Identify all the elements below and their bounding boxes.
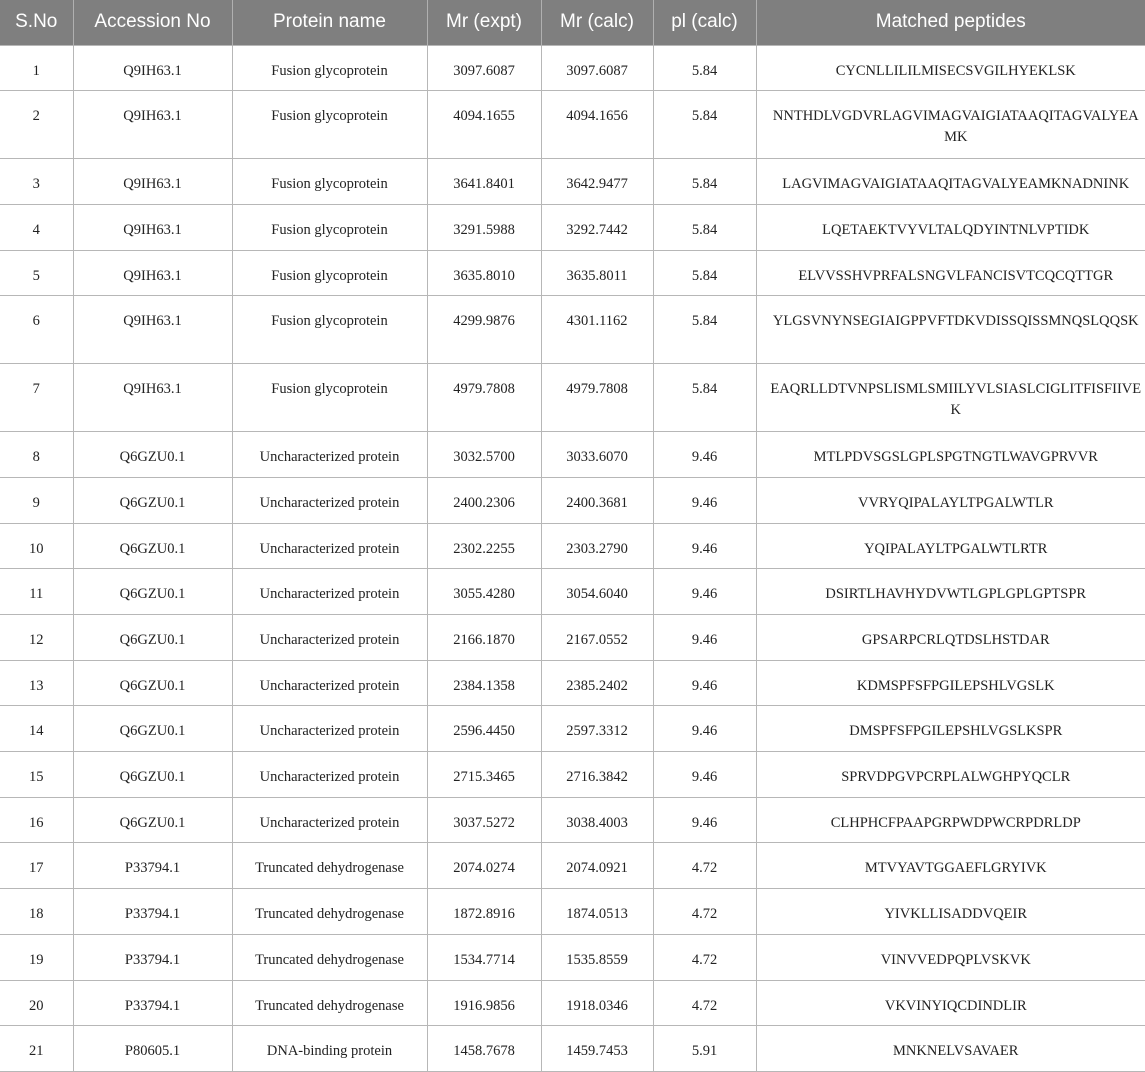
table-row xyxy=(0,250,1145,296)
cell-sno: 1 xyxy=(0,45,73,91)
column-header-sno: S.No xyxy=(0,0,73,45)
column-header-protein-name: Protein name xyxy=(232,0,427,45)
table-row xyxy=(0,523,1145,569)
cell-matched-peptide: YIVKLLISADDVQEIR xyxy=(756,889,1145,935)
cell-sno: 6 xyxy=(0,296,73,364)
cell-pl-calc: 9.46 xyxy=(653,569,756,615)
cell-matched-peptide: GPSARPCRLQTDSLHSTDAR xyxy=(756,615,1145,661)
cell-matched-peptide: NNTHDLVGDVRLAGVIMAGVAIGIATAAQITAGVALYEAMK xyxy=(756,91,1145,159)
cell-sno: 13 xyxy=(0,660,73,706)
cell-protein-name: DNA-binding protein xyxy=(232,1026,427,1072)
cell-mr-expt: 2715.3465 xyxy=(427,752,541,798)
cell-matched-peptide: SPRVDPGVPCRPLALWGHPYQCLR xyxy=(756,752,1145,798)
cell-sno: 8 xyxy=(0,432,73,478)
cell-mr-calc: 3642.9477 xyxy=(541,159,653,205)
column-header-mr-expt: Mr (expt) xyxy=(427,0,541,45)
cell-protein-name: Uncharacterized protein xyxy=(232,706,427,752)
cell-protein-name: Uncharacterized protein xyxy=(232,523,427,569)
cell-accession: Q9IH63.1 xyxy=(73,250,232,296)
cell-pl-calc: 4.72 xyxy=(653,843,756,889)
cell-sno: 4 xyxy=(0,204,73,250)
cell-pl-calc: 5.84 xyxy=(653,204,756,250)
cell-mr-calc: 3635.8011 xyxy=(541,250,653,296)
cell-mr-calc: 1874.0513 xyxy=(541,889,653,935)
cell-accession: Q9IH63.1 xyxy=(73,159,232,205)
cell-mr-expt: 1458.7678 xyxy=(427,1026,541,1072)
cell-accession: Q6GZU0.1 xyxy=(73,797,232,843)
cell-mr-calc: 1535.8559 xyxy=(541,934,653,980)
cell-protein-name: Truncated dehydrogenase xyxy=(232,843,427,889)
cell-mr-calc: 1459.7453 xyxy=(541,1026,653,1072)
header-row xyxy=(0,0,1145,45)
cell-sno: 2 xyxy=(0,91,73,159)
cell-sno: 18 xyxy=(0,889,73,935)
cell-sno: 16 xyxy=(0,797,73,843)
cell-mr-expt: 3032.5700 xyxy=(427,432,541,478)
cell-matched-peptide: VVRYQIPALAYLTPGALWTLR xyxy=(756,477,1145,523)
cell-pl-calc: 4.72 xyxy=(653,889,756,935)
cell-accession: P80605.1 xyxy=(73,1026,232,1072)
cell-matched-peptide: LQETAEKTVYVLTALQDYINTNLVPTIDK xyxy=(756,204,1145,250)
cell-accession: Q6GZU0.1 xyxy=(73,523,232,569)
table-row xyxy=(0,706,1145,752)
cell-mr-expt: 3291.5988 xyxy=(427,204,541,250)
cell-sno: 11 xyxy=(0,569,73,615)
cell-protein-name: Fusion glycoprotein xyxy=(232,296,427,364)
cell-pl-calc: 9.46 xyxy=(653,752,756,798)
cell-accession: Q6GZU0.1 xyxy=(73,752,232,798)
cell-mr-expt: 2596.4450 xyxy=(427,706,541,752)
cell-mr-expt: 2302.2255 xyxy=(427,523,541,569)
cell-matched-peptide: CLHPHCFPAAPGRPWDPWCRPDRLDP xyxy=(756,797,1145,843)
cell-pl-calc: 9.46 xyxy=(653,706,756,752)
cell-mr-calc: 3054.6040 xyxy=(541,569,653,615)
cell-accession: Q9IH63.1 xyxy=(73,204,232,250)
cell-protein-name: Fusion glycoprotein xyxy=(232,364,427,432)
cell-matched-peptide: YQIPALAYLTPGALWTLRTR xyxy=(756,523,1145,569)
cell-accession: P33794.1 xyxy=(73,889,232,935)
cell-protein-name: Uncharacterized protein xyxy=(232,569,427,615)
cell-accession: Q9IH63.1 xyxy=(73,296,232,364)
cell-sno: 9 xyxy=(0,477,73,523)
cell-pl-calc: 5.91 xyxy=(653,1026,756,1072)
cell-sno: 17 xyxy=(0,843,73,889)
cell-pl-calc: 4.72 xyxy=(653,980,756,1026)
cell-protein-name: Fusion glycoprotein xyxy=(232,250,427,296)
column-header-matched-peptides: Matched peptides xyxy=(756,0,1145,45)
cell-accession: Q6GZU0.1 xyxy=(73,706,232,752)
cell-mr-expt: 4094.1655 xyxy=(427,91,541,159)
column-header-mr-calc: Mr (calc) xyxy=(541,0,653,45)
cell-mr-expt: 4979.7808 xyxy=(427,364,541,432)
cell-protein-name: Uncharacterized protein xyxy=(232,660,427,706)
cell-matched-peptide: KDMSPFSFPGILEPSHLVGSLK xyxy=(756,660,1145,706)
cell-pl-calc: 9.46 xyxy=(653,432,756,478)
cell-pl-calc: 5.84 xyxy=(653,91,756,159)
cell-mr-calc: 1918.0346 xyxy=(541,980,653,1026)
cell-sno: 5 xyxy=(0,250,73,296)
cell-pl-calc: 5.84 xyxy=(653,364,756,432)
cell-accession: P33794.1 xyxy=(73,980,232,1026)
cell-protein-name: Fusion glycoprotein xyxy=(232,159,427,205)
cell-matched-peptide: MNKNELVSAVAER xyxy=(756,1026,1145,1072)
table-row xyxy=(0,843,1145,889)
table-row xyxy=(0,797,1145,843)
cell-accession: Q6GZU0.1 xyxy=(73,615,232,661)
cell-pl-calc: 5.84 xyxy=(653,250,756,296)
table-row xyxy=(0,1026,1145,1072)
cell-mr-expt: 3037.5272 xyxy=(427,797,541,843)
cell-matched-peptide: DMSPFSFPGILEPSHLVGSLKSPR xyxy=(756,706,1145,752)
cell-accession: Q9IH63.1 xyxy=(73,45,232,91)
table-row xyxy=(0,204,1145,250)
cell-pl-calc: 4.72 xyxy=(653,934,756,980)
cell-matched-peptide: YLGSVNYNSEGIAIGPPVFTDKVDISSQISSMNQSLQQSK xyxy=(756,296,1145,364)
cell-mr-calc: 3033.6070 xyxy=(541,432,653,478)
cell-mr-expt: 3641.8401 xyxy=(427,159,541,205)
table-row xyxy=(0,569,1145,615)
table-row xyxy=(0,752,1145,798)
table-body xyxy=(0,45,1145,1071)
cell-matched-peptide: VKVINYIQCDINDLIR xyxy=(756,980,1145,1026)
cell-accession: Q6GZU0.1 xyxy=(73,660,232,706)
cell-sno: 3 xyxy=(0,159,73,205)
cell-protein-name: Uncharacterized protein xyxy=(232,615,427,661)
cell-protein-name: Uncharacterized protein xyxy=(232,752,427,798)
cell-mr-calc: 2303.2790 xyxy=(541,523,653,569)
cell-mr-expt: 3097.6087 xyxy=(427,45,541,91)
cell-mr-calc: 2400.3681 xyxy=(541,477,653,523)
column-header-accession: Accession No xyxy=(73,0,232,45)
cell-pl-calc: 9.46 xyxy=(653,615,756,661)
cell-accession: Q6GZU0.1 xyxy=(73,569,232,615)
table-row xyxy=(0,660,1145,706)
table-row xyxy=(0,477,1145,523)
cell-matched-peptide: MTVYAVTGGAEFLGRYIVK xyxy=(756,843,1145,889)
table-row xyxy=(0,159,1145,205)
cell-accession: Q6GZU0.1 xyxy=(73,477,232,523)
cell-pl-calc: 9.46 xyxy=(653,660,756,706)
table-row xyxy=(0,615,1145,661)
cell-protein-name: Fusion glycoprotein xyxy=(232,204,427,250)
cell-mr-expt: 2384.1358 xyxy=(427,660,541,706)
cell-pl-calc: 9.46 xyxy=(653,797,756,843)
cell-matched-peptide: DSIRTLHAVHYDVWTLGPLGPLGPTSPR xyxy=(756,569,1145,615)
cell-mr-expt: 3055.4280 xyxy=(427,569,541,615)
cell-mr-calc: 3292.7442 xyxy=(541,204,653,250)
cell-mr-calc: 2074.0921 xyxy=(541,843,653,889)
table-row xyxy=(0,889,1145,935)
cell-matched-peptide: VINVVEDPQPLVSKVK xyxy=(756,934,1145,980)
cell-accession: Q6GZU0.1 xyxy=(73,432,232,478)
cell-mr-calc: 2716.3842 xyxy=(541,752,653,798)
cell-mr-calc: 4094.1656 xyxy=(541,91,653,159)
cell-matched-peptide: CYCNLLILILMISECSVGILHYEKLSK xyxy=(756,45,1145,91)
cell-mr-expt: 2400.2306 xyxy=(427,477,541,523)
cell-protein-name: Uncharacterized protein xyxy=(232,797,427,843)
cell-sno: 15 xyxy=(0,752,73,798)
cell-mr-expt: 4299.9876 xyxy=(427,296,541,364)
cell-sno: 21 xyxy=(0,1026,73,1072)
cell-protein-name: Fusion glycoprotein xyxy=(232,45,427,91)
cell-accession: Q9IH63.1 xyxy=(73,364,232,432)
cell-matched-peptide: MTLPDVSGSLGPLSPGTNGTLWAVGPRVVR xyxy=(756,432,1145,478)
cell-matched-peptide: ELVVSSHVPRFALSNGVLFANCISVTCQCQTTGR xyxy=(756,250,1145,296)
cell-mr-expt: 3635.8010 xyxy=(427,250,541,296)
cell-mr-expt: 2166.1870 xyxy=(427,615,541,661)
cell-protein-name: Truncated dehydrogenase xyxy=(232,934,427,980)
cell-protein-name: Truncated dehydrogenase xyxy=(232,980,427,1026)
table-row xyxy=(0,91,1145,159)
cell-pl-calc: 9.46 xyxy=(653,523,756,569)
cell-accession: P33794.1 xyxy=(73,843,232,889)
cell-mr-expt: 2074.0274 xyxy=(427,843,541,889)
cell-pl-calc: 5.84 xyxy=(653,45,756,91)
cell-mr-expt: 1534.7714 xyxy=(427,934,541,980)
cell-matched-peptide: LAGVIMAGVAIGIATAAQITAGVALYEAMKNADNINK xyxy=(756,159,1145,205)
cell-mr-calc: 4301.1162 xyxy=(541,296,653,364)
cell-sno: 14 xyxy=(0,706,73,752)
cell-mr-calc: 2597.3312 xyxy=(541,706,653,752)
cell-mr-calc: 4979.7808 xyxy=(541,364,653,432)
table-row xyxy=(0,432,1145,478)
cell-accession: Q9IH63.1 xyxy=(73,91,232,159)
cell-sno: 19 xyxy=(0,934,73,980)
cell-mr-calc: 2167.0552 xyxy=(541,615,653,661)
cell-mr-expt: 1916.9856 xyxy=(427,980,541,1026)
table-row xyxy=(0,934,1145,980)
cell-mr-calc: 2385.2402 xyxy=(541,660,653,706)
cell-sno: 10 xyxy=(0,523,73,569)
cell-protein-name: Fusion glycoprotein xyxy=(232,91,427,159)
table-row xyxy=(0,45,1145,91)
cell-pl-calc: 5.84 xyxy=(653,296,756,364)
cell-mr-expt: 1872.8916 xyxy=(427,889,541,935)
cell-protein-name: Uncharacterized protein xyxy=(232,477,427,523)
cell-pl-calc: 9.46 xyxy=(653,477,756,523)
cell-protein-name: Truncated dehydrogenase xyxy=(232,889,427,935)
table-row xyxy=(0,296,1145,364)
cell-sno: 20 xyxy=(0,980,73,1026)
cell-mr-calc: 3038.4003 xyxy=(541,797,653,843)
cell-matched-peptide: EAQRLLDTVNPSLISMLSMIILYVLSIASLCIGLITFISFIIVEK xyxy=(756,364,1145,432)
cell-accession: P33794.1 xyxy=(73,934,232,980)
table-row xyxy=(0,980,1145,1026)
table-row xyxy=(0,364,1145,432)
column-header-pl-calc: pl (calc) xyxy=(653,0,756,45)
cell-mr-calc: 3097.6087 xyxy=(541,45,653,91)
cell-protein-name: Uncharacterized protein xyxy=(232,432,427,478)
cell-sno: 12 xyxy=(0,615,73,661)
cell-sno: 7 xyxy=(0,364,73,432)
cell-pl-calc: 5.84 xyxy=(653,159,756,205)
